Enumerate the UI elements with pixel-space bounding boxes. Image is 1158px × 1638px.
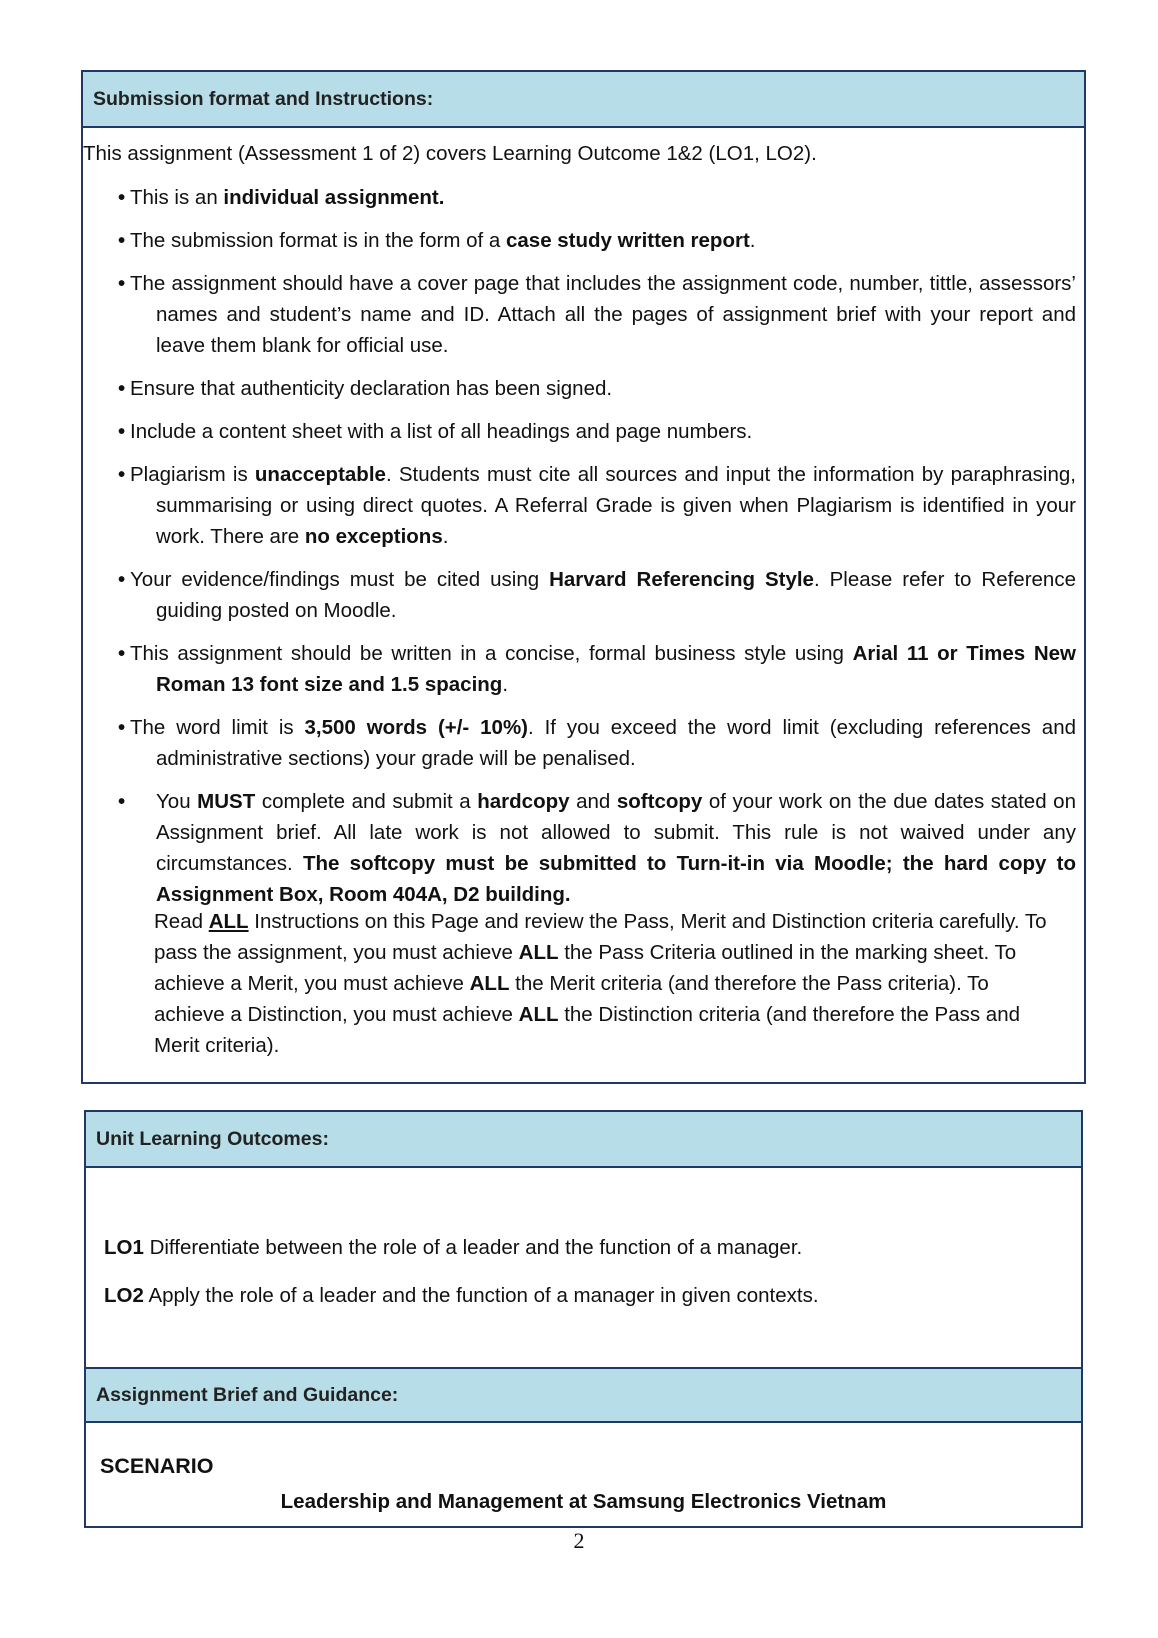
scenario-title: Leadership and Management at Samsung Electronics Vietnam [280,1490,887,1513]
list-item: • The assignment should have a cover page that includes the assignment code, number, tittle, assessors’ names and student’s name and ID. Attach all the pages of assignment brief with your report and leave them blank for official use. [83,268,1084,361]
bullet-icon: • [118,568,126,591]
list-item: • The submission format is in the form of a case study written report. [83,225,1084,256]
bullet-icon: • [118,790,126,813]
list-item: • The word limit is 3,500 words (+/- 10%). If you exceed the word limit (excluding references and administrative sections) your grade will be penalised. [83,712,1084,774]
outcomes-brief-box [84,1110,1083,1528]
bullet-icon: • [118,377,126,400]
bullet-icon: • [118,716,126,739]
submission-intro: This assignment (Assessment 1 of 2) covers Learning Outcome 1&2 (LO1, LO2). [83,142,817,165]
list-item: • This assignment should be written in a concise, formal business style using Arial 11 or Times New Roman 13 font size and 1.5 spacing. [83,638,1084,700]
list-item: • Include a content sheet with a list of all headings and page numbers. [83,416,1084,447]
brief-header: Assignment Brief and Guidance: [86,1367,1081,1423]
scenario-label: SCENARIO [100,1454,214,1478]
bullet-icon: • [118,642,126,665]
bullet-icon: • [118,186,126,209]
list-item: • You MUST complete and submit a hardcopy and softcopy of your work on the due dates stated on Assignment brief. All late work is not allowed to submit. This rule is not waived under any circumstances. The softcopy must be submitted to Turn-it-in via Moodle; the hard copy to Assignment Box, Room 404A, D2 building. [83,786,1084,910]
lo1-item: LO1 Differentiate between the role of a leader and the function of a manager. [104,1236,803,1259]
bullet-icon: • [118,420,126,443]
list-item: • Ensure that authenticity declaration has been signed. [83,373,1084,404]
outcomes-header: Unit Learning Outcomes: [86,1112,1081,1168]
list-item: • This is an individual assignment. [83,182,1084,213]
submission-instructions-box [81,70,1086,1084]
lo2-item: LO2 Apply the role of a leader and the function of a manager in given contexts. [104,1284,819,1307]
bullet-icon: • [118,229,126,252]
criteria-paragraph: Read ALL Instructions on this Page and review the Pass, Merit and Distinction criteria carefully. To pass the assignment, you must achieve ALL the Pass Criteria outlined in the marking sheet. To achieve a Merit, you must achieve ALL the Merit criteria (and therefore the Pass criteria). To achieve a Distinction, you must achieve ALL the Distinction criteria (and therefore the Pass and Merit criteria). [154,910,1047,1057]
submission-header: Submission format and Instructions: [83,72,1084,128]
bullet-icon: • [118,463,126,486]
page-number: 2 [573,1528,585,1553]
list-item: • Your evidence/findings must be cited using Harvard Referencing Style. Please refer to Reference guiding posted on Moodle. [83,564,1084,626]
list-item: • Plagiarism is unacceptable. Students must cite all sources and input the information by paraphrasing, summarising or using direct quotes. A Referral Grade is given when Plagiarism is identified in your work. There are no exceptions. [83,459,1084,552]
bullet-icon: • [118,272,126,295]
instruction-list [83,182,1084,922]
